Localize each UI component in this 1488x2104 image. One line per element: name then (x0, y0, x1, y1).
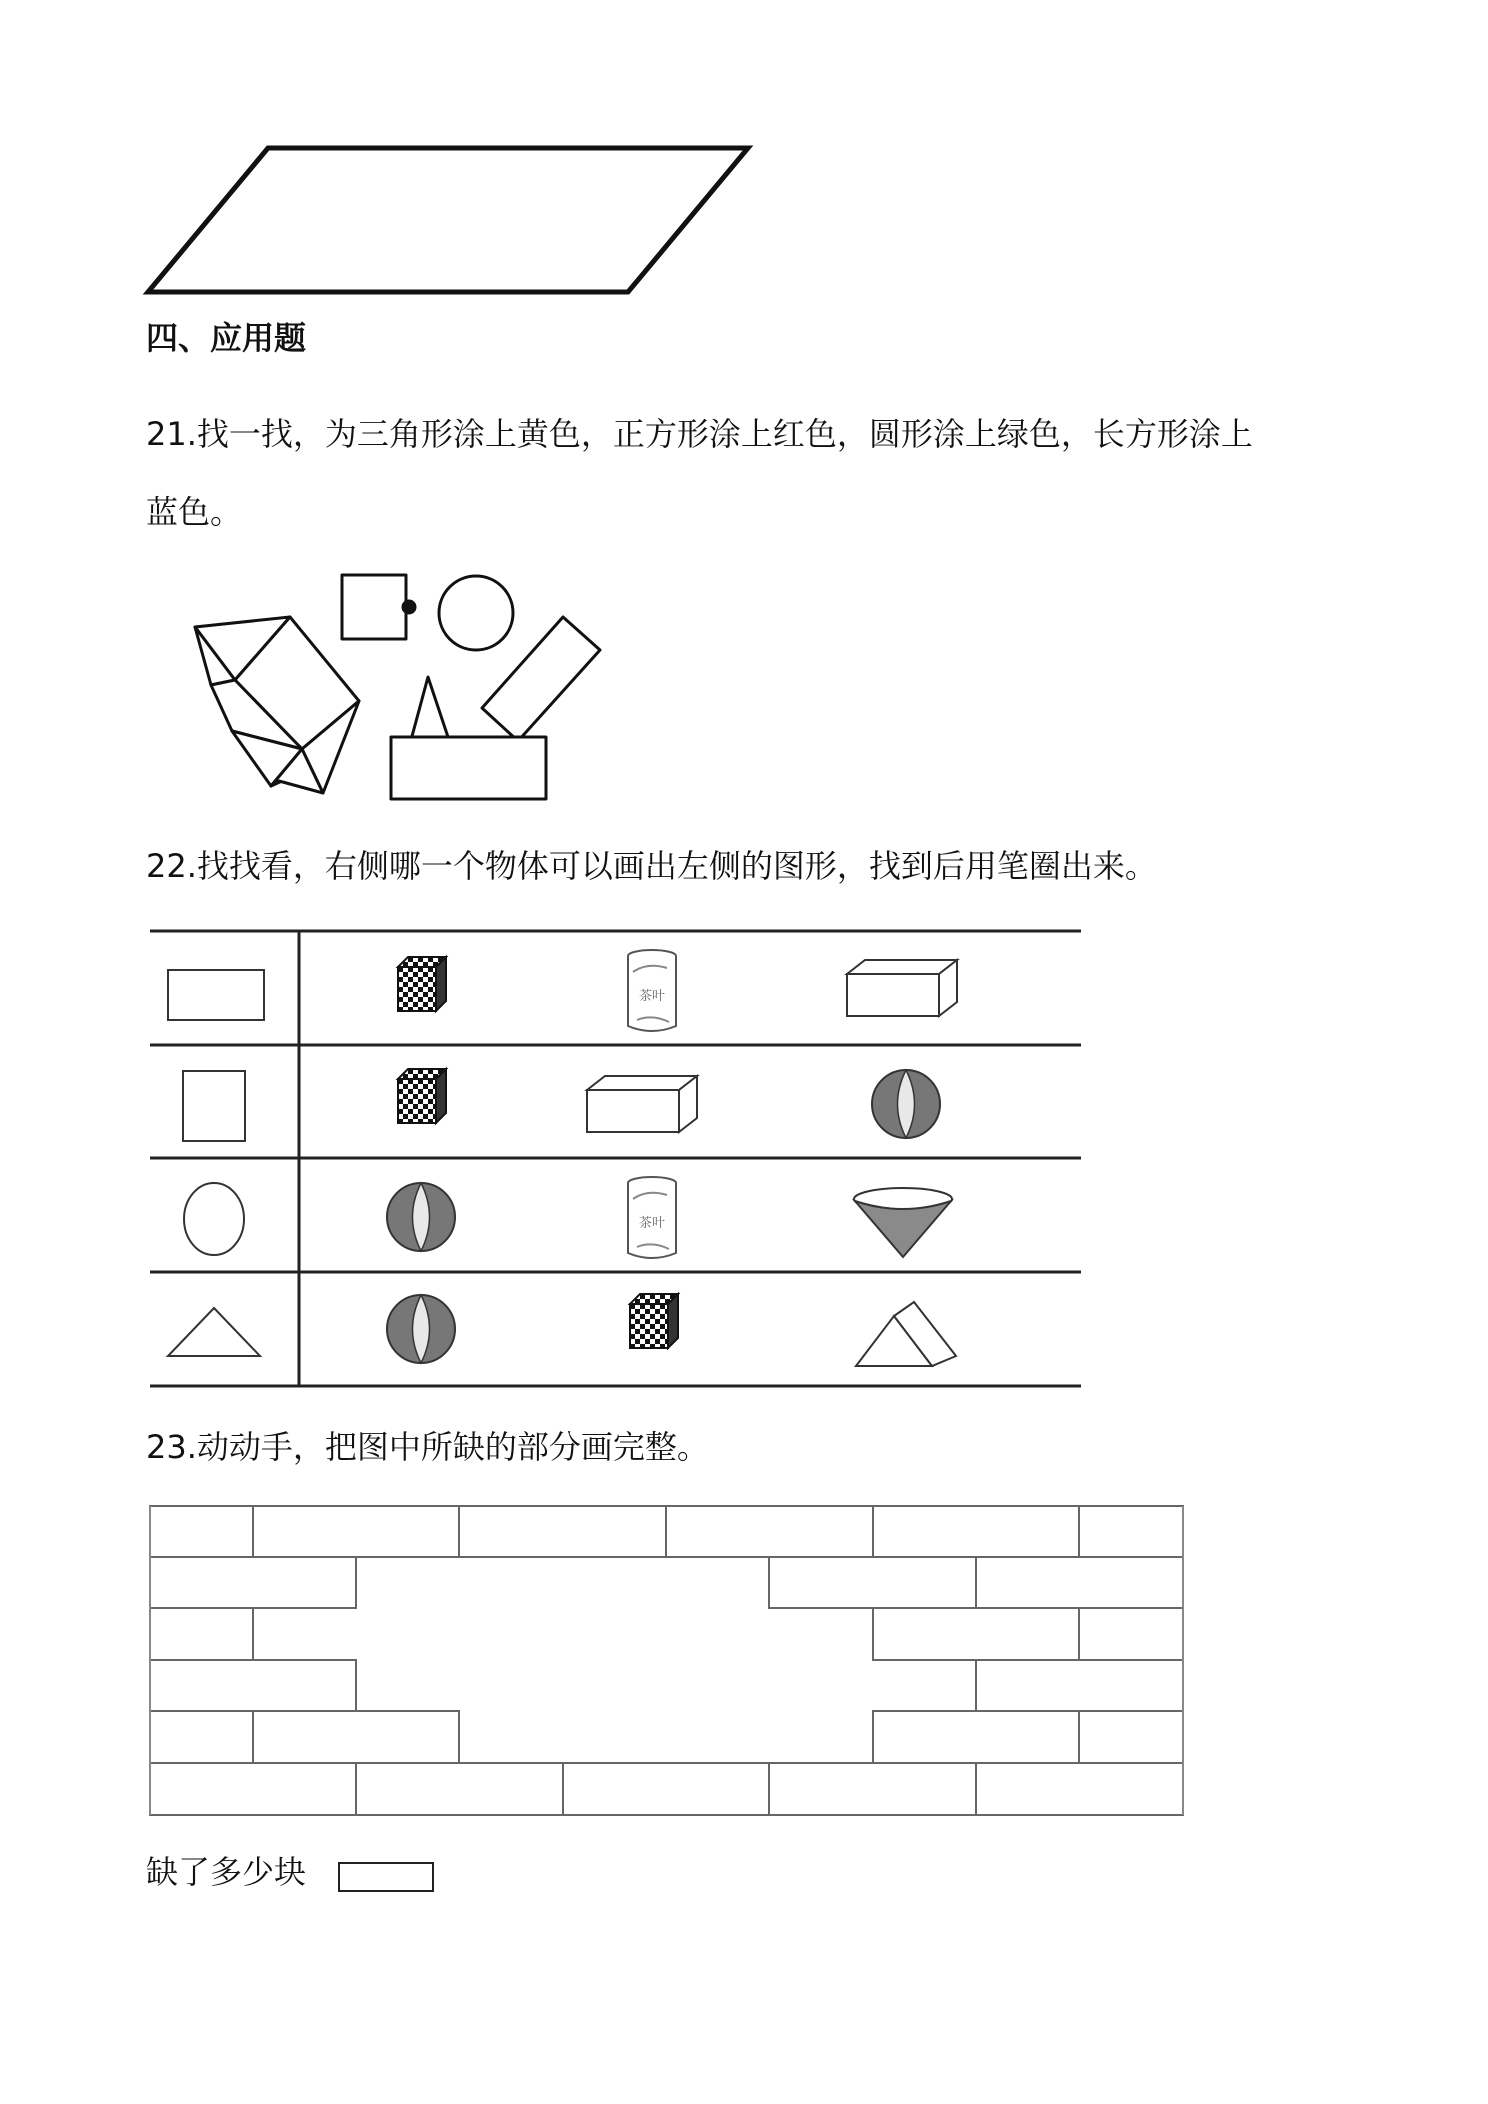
answer-input-box[interactable] (338, 1862, 434, 1892)
section-title: 四、应用题 (146, 319, 307, 357)
question-21-line-1: 21.找一找，为三角形涂上黄色，正方形涂上红色，圆形涂上绿色，长方形涂上 (146, 415, 1253, 453)
question-21-line-2: 蓝色。 (146, 493, 243, 531)
question-23-text: 23.动动手，把图中所缺的部分画完整。 (146, 1428, 709, 1466)
matching-table: 茶叶 (0, 0, 1488, 1420)
question-22-text: 22.找找看，右侧哪一个物体可以画出左侧的图形，找到后用笔圈出来。 (146, 847, 1157, 885)
answer-label: 缺了多少块 (146, 1853, 307, 1891)
